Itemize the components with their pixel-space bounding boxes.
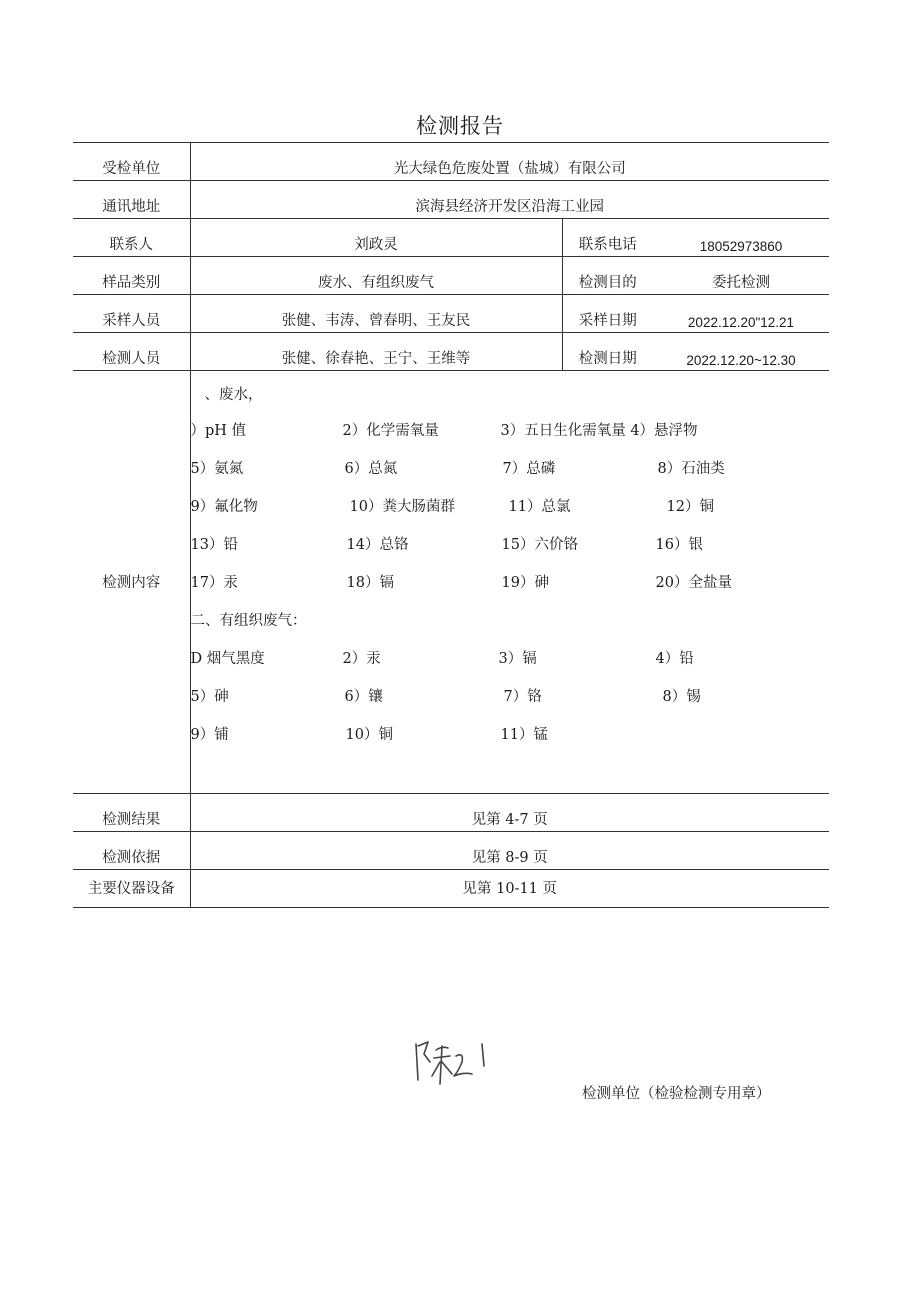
row-content	[73, 371, 829, 794]
results-label: 检测结果	[73, 794, 190, 832]
phone-label: 联系电话	[562, 219, 653, 257]
section-gas-heading: 二、有组织废气：	[190, 613, 307, 629]
gas-item: D 烟气黑度	[190, 651, 265, 667]
purpose-label: 检测目的	[562, 257, 653, 295]
water-item: 13）铅	[190, 537, 238, 553]
water-item: 3）五日生化需氧量 4）悬浮物	[500, 423, 698, 439]
sampler-label: 采样人员	[73, 295, 190, 333]
equipment-label: 主要仪器设备	[73, 870, 190, 908]
water-item: ）pH 值	[190, 423, 247, 439]
water-item: 16）银	[655, 537, 703, 553]
phone-value: 18052973860	[653, 219, 829, 257]
row-equipment	[73, 870, 829, 908]
water-item: 2）化学需氧量	[342, 423, 439, 439]
row-address	[73, 181, 829, 219]
report-table	[73, 142, 829, 908]
water-item: 5）氨氮	[190, 461, 244, 477]
gas-item: 3）镉	[498, 651, 537, 667]
gas-item: 5）砷	[190, 689, 229, 705]
content-area	[190, 371, 829, 794]
water-item: 9）氟化物	[190, 499, 258, 515]
client-label: 受检单位	[73, 143, 190, 181]
water-item: 7）总磷	[502, 461, 556, 477]
basis-value: 见第 8-9 页	[190, 832, 829, 870]
water-item: 11）总氯	[508, 499, 571, 515]
gas-item: 10）铜	[345, 727, 393, 743]
row-contact	[73, 219, 829, 257]
tester-value: 张健、徐春艳、王宁、王维等	[190, 333, 562, 371]
row-client	[73, 143, 829, 181]
row-sampler	[73, 295, 829, 333]
inspection-stamp-label: 检测单位（检验检测专用章）	[582, 1086, 771, 1102]
row-sample	[73, 257, 829, 295]
gas-item: 4）铅	[655, 651, 694, 667]
purpose-value: 委托检测	[653, 257, 829, 295]
water-item: 8）石油类	[657, 461, 725, 477]
row-basis	[73, 832, 829, 870]
address-value: 滨海县经济开发区沿海工业园	[190, 181, 829, 219]
equipment-value: 见第 10-11 页	[190, 870, 829, 908]
sampler-value: 张健、韦涛、曾春明、王友民	[190, 295, 562, 333]
test-date-label: 检测日期	[562, 333, 653, 371]
gas-item: 9）铺	[190, 727, 229, 743]
section-water-heading: 、废水，	[204, 387, 263, 403]
client-value: 光大绿色危废处置（盐城）有限公司	[190, 143, 829, 181]
water-item: 20）全盐量	[655, 575, 732, 591]
tester-label: 检测人员	[73, 333, 190, 371]
water-item: 15）六价铬	[501, 537, 578, 553]
water-item: 10）粪大肠菌群	[349, 499, 455, 515]
gas-item: 6）镶	[344, 689, 383, 705]
sampling-date-value: 2022.12.20"12.21	[653, 295, 829, 333]
gas-item: 7）铬	[503, 689, 542, 705]
water-item: 12）铜	[666, 499, 714, 515]
test-date-value: 2022.12.20~12.30	[653, 333, 829, 371]
contact-value: 刘政灵	[190, 219, 562, 257]
water-item: 18）镉	[346, 575, 394, 591]
water-item: 19）砷	[501, 575, 549, 591]
gas-item: 11）锰	[500, 727, 548, 743]
gas-item: 2）汞	[342, 651, 381, 667]
water-item: 6）总氮	[344, 461, 398, 477]
sample-label: 样品类别	[73, 257, 190, 295]
gas-item: 8）锡	[662, 689, 701, 705]
results-value: 见第 4-7 页	[190, 794, 829, 832]
content-label: 检测内容	[73, 371, 190, 794]
basis-label: 检测依据	[73, 832, 190, 870]
sample-value: 废水、有组织废气	[190, 257, 562, 295]
sampling-date-label: 采样日期	[562, 295, 653, 333]
report-title: 检测报告	[416, 114, 504, 138]
row-results	[73, 794, 829, 832]
row-tester	[73, 333, 829, 371]
address-label: 通讯地址	[73, 181, 190, 219]
contact-label: 联系人	[73, 219, 190, 257]
water-item: 17）汞	[190, 575, 238, 591]
handwritten-signature	[410, 1032, 495, 1087]
water-item: 14）总铬	[346, 537, 409, 553]
